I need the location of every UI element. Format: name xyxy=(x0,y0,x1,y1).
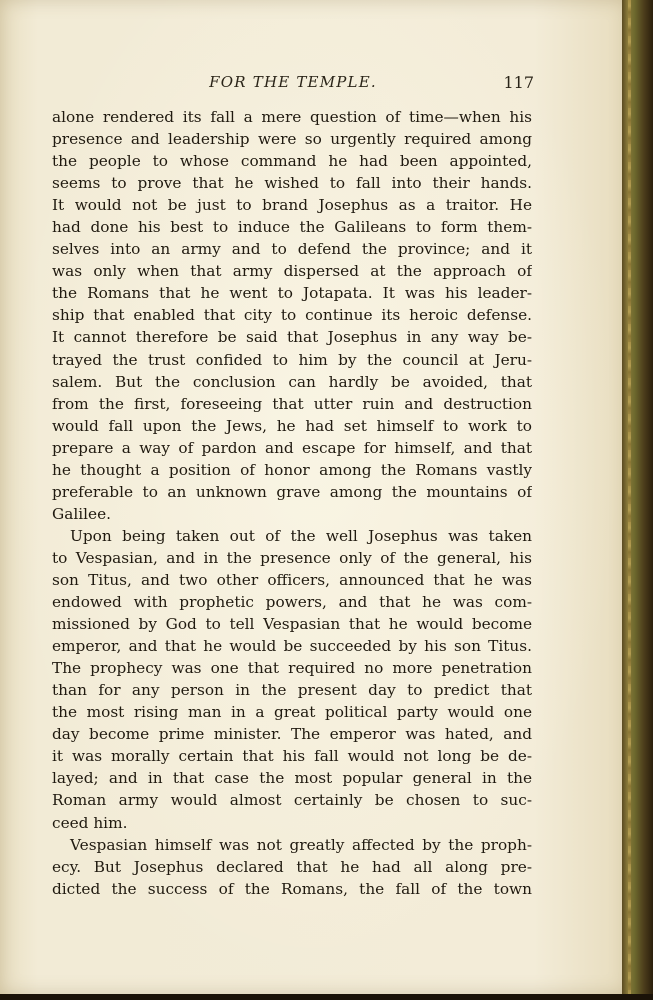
page-number: 117 xyxy=(503,73,534,92)
text-line: prepare a way of pardon and escape for himself, and that xyxy=(52,438,532,457)
book-spine-edge xyxy=(622,0,653,1000)
text-line: had done his best to induce the Galileans to form them- xyxy=(52,218,532,237)
text-line: son Titus, and two other officers, announced that he was xyxy=(52,570,532,589)
text-line: ecy. But Josephus declared that he had all along pre- xyxy=(52,857,532,876)
paragraph-end-line: ceed him. xyxy=(52,813,128,832)
text-line: endowed with prophetic powers, and that he was com- xyxy=(52,593,532,612)
text-line: than for any person in the present day to predict that xyxy=(52,681,532,700)
text-line: the most rising man in a great political party would one xyxy=(52,703,532,722)
text-line: alone rendered its fall a mere question of time—when his xyxy=(52,108,532,126)
text-line: it was morally certain that his fall would not long be de- xyxy=(52,747,532,766)
text-line: he thought a position of honor among the Romans vastly xyxy=(52,460,532,479)
text-line: would fall upon the Jews, he had set himself to work to xyxy=(52,416,532,435)
text-line: preferable to an unknown grave among the mountains of xyxy=(52,482,532,501)
paragraph-start-line: Upon being taken out of the well Josephus was taken xyxy=(70,526,532,545)
text-line: layed; and in that case the most popular general in the xyxy=(52,769,532,788)
text-line: the Romans that he went to Jotapata. It was his leader- xyxy=(52,284,532,303)
text-line: selves into an army and to defend the province; and it xyxy=(52,240,532,259)
running-head: FOR THE TEMPLE. xyxy=(209,73,377,91)
text-line: emperor, and that he would be succeeded by his son Titus. xyxy=(52,637,532,656)
text-line: from the first, foreseeing that utter ruin and destruction xyxy=(52,394,532,413)
text-line: ship that enabled that city to continue its heroic defense. xyxy=(52,306,532,325)
paragraph-end-line: Galilee. xyxy=(52,504,111,523)
page-header xyxy=(52,73,534,99)
text-line: It would not be just to brand Josephus as a traitor. He xyxy=(52,196,532,215)
text-line: presence and leadership were so urgently required among xyxy=(52,130,532,149)
text-line: seems to prove that he wished to fall into their hands. xyxy=(52,174,532,193)
text-line: trayed the trust confided to him by the council at Jeru- xyxy=(52,350,532,369)
text-line: the people to whose command he had been appointed, xyxy=(52,152,532,171)
text-line: It cannot therefore be said that Josephus in any way be- xyxy=(52,328,532,347)
paragraph-start-line: Vespasian himself was not greatly affected by the proph- xyxy=(70,835,532,854)
text-line: Roman army would almost certainly be chosen to suc- xyxy=(52,791,532,810)
text-line: was only when that army dispersed at the approach of xyxy=(52,262,532,281)
text-line: The prophecy was one that required no more penetration xyxy=(52,659,532,678)
text-line: missioned by God to tell Vespasian that he would become xyxy=(52,615,532,634)
text-line: salem. But the conclusion can hardly be avoided, that xyxy=(52,372,532,391)
text-line: dicted the success of the Romans, the fall of the town xyxy=(52,879,532,898)
scan-bottom-edge xyxy=(0,994,653,1000)
body-text xyxy=(52,106,532,900)
text-line: day become prime minister. The emperor was hated, and xyxy=(52,725,532,744)
text-line: to Vespasian, and in the presence only of the general, his xyxy=(52,548,532,567)
